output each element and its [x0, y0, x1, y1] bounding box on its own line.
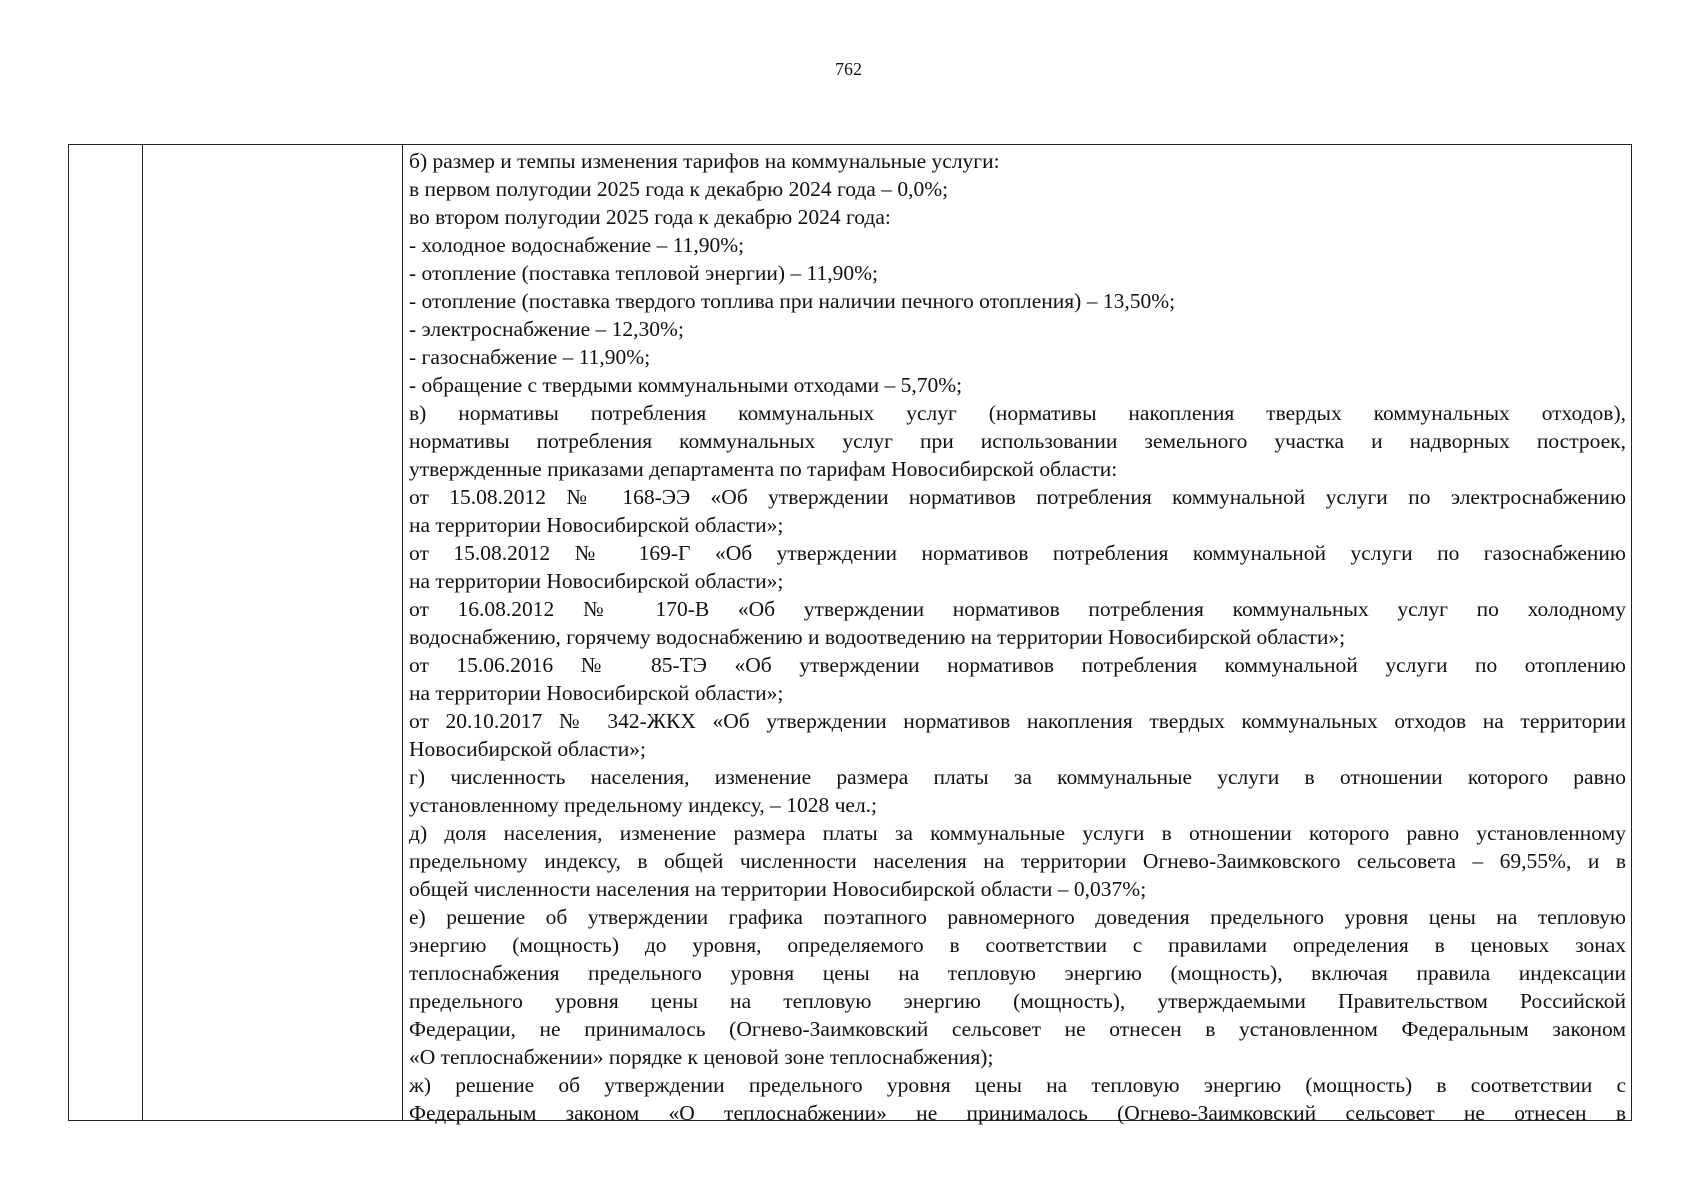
text-line: Федеральным законом «О теплоснабжении» не принималось (Огнево-Заимковский сельсовет не отнесен в — [409, 1101, 1626, 1125]
text-line: на территории Новосибирской области»; — [409, 513, 784, 537]
text-line: от 15.08.2012 № 169-Г «Об утверждении нормативов потребления коммунальной услуги по газоснабжению — [409, 541, 1626, 565]
text-line: б) размер и темпы изменения тарифов на коммунальные услуги: — [409, 149, 1000, 173]
text-line: д) доля населения, изменение размера платы за коммунальные услуги в отношении которого равно установленному — [409, 821, 1626, 845]
text-line: Федерации, не принималось (Огнево-Заимковский сельсовет не отнесен в установленном Федеральным законом — [409, 1017, 1626, 1041]
text-line: - отопление (поставка твердого топлива при наличии печного отопления) – 13,50%; — [409, 289, 1176, 313]
text-line: «О теплоснабжении» порядке к ценовой зоне теплоснабжения); — [409, 1045, 994, 1069]
document-table — [68, 144, 1632, 1125]
text-line: энергию (мощность) до уровня, определяемого в соответствии с правилами определения в ценовых зонах — [409, 933, 1626, 957]
table-cell-text — [409, 147, 1626, 1127]
text-line: Новосибирской области»; — [409, 737, 646, 761]
text-line: г) численность населения, изменение размера платы за коммунальные услуги в отношении которого равно — [409, 765, 1626, 789]
text-line: во втором полугодии 2025 года к декабрю 2024 года: — [409, 205, 891, 229]
text-line: нормативы потребления коммунальных услуг при использовании земельного участка и надворных построек, — [409, 429, 1626, 453]
text-line: - электроснабжение – 12,30%; — [409, 317, 684, 341]
text-line: от 20.10.2017 № 342-ЖКХ «Об утверждении нормативов накопления твердых коммунальных отходов на территории — [409, 709, 1626, 733]
column-divider-1 — [142, 145, 143, 1120]
text-line: е) решение об утверждении графика поэтапного равномерного доведения предельного уровня цены на тепловую — [409, 905, 1626, 929]
column-divider-2 — [402, 145, 403, 1120]
text-line: - обращение с твердыми коммунальными отходами – 5,70%; — [409, 373, 963, 397]
text-line: от 15.06.2016 № 85-ТЭ «Об утверждении нормативов потребления коммунальной услуги по отоплению — [409, 653, 1626, 677]
text-line: - отопление (поставка тепловой энергии) – 11,90%; — [409, 261, 878, 285]
text-line: ж) решение об утверждении предельного уровня цены на тепловую энергию (мощность) в соответствии с — [409, 1073, 1626, 1097]
text-line: - газоснабжение – 11,90%; — [409, 345, 651, 369]
text-line: от 16.08.2012 № 170-В «Об утверждении нормативов потребления коммунальных услуг по холодному — [409, 597, 1626, 621]
page-number: 762 — [835, 59, 862, 79]
text-line: предельному индексу, в общей численности населения на территории Огнево-Заимковского сельсовета – 69,55%, и в — [409, 849, 1626, 873]
text-line: водоснабжению, горячему водоснабжению и водоотведению на территории Новосибирской области»; — [409, 625, 1346, 649]
text-line: от 15.08.2012 № 168-ЭЭ «Об утверждении нормативов потребления коммунальной услуги по электроснабжению — [409, 485, 1626, 509]
text-line: утвержденные приказами департамента по тарифам Новосибирской области: — [409, 457, 1118, 481]
text-line: на территории Новосибирской области»; — [409, 681, 784, 705]
text-line: теплоснабжения предельного уровня цены на тепловую энергию (мощность), включая правила индексации — [409, 961, 1626, 985]
text-line: общей численности населения на территории Новосибирской области – 0,037%; — [409, 877, 1147, 901]
text-line: в) нормативы потребления коммунальных услуг (нормативы накопления твердых коммунальных отходов), — [409, 401, 1626, 425]
text-line: - холодное водоснабжение – 11,90%; — [409, 233, 745, 257]
text-line: установленному предельному индексу, – 1028 чел.; — [409, 793, 878, 817]
text-line: на территории Новосибирской области»; — [409, 569, 784, 593]
text-line: в первом полугодии 2025 года к декабрю 2024 года – 0,0%; — [409, 177, 949, 201]
text-line: предельного уровня цены на тепловую энергию (мощность), утверждаемыми Правительством Российской — [409, 989, 1626, 1013]
